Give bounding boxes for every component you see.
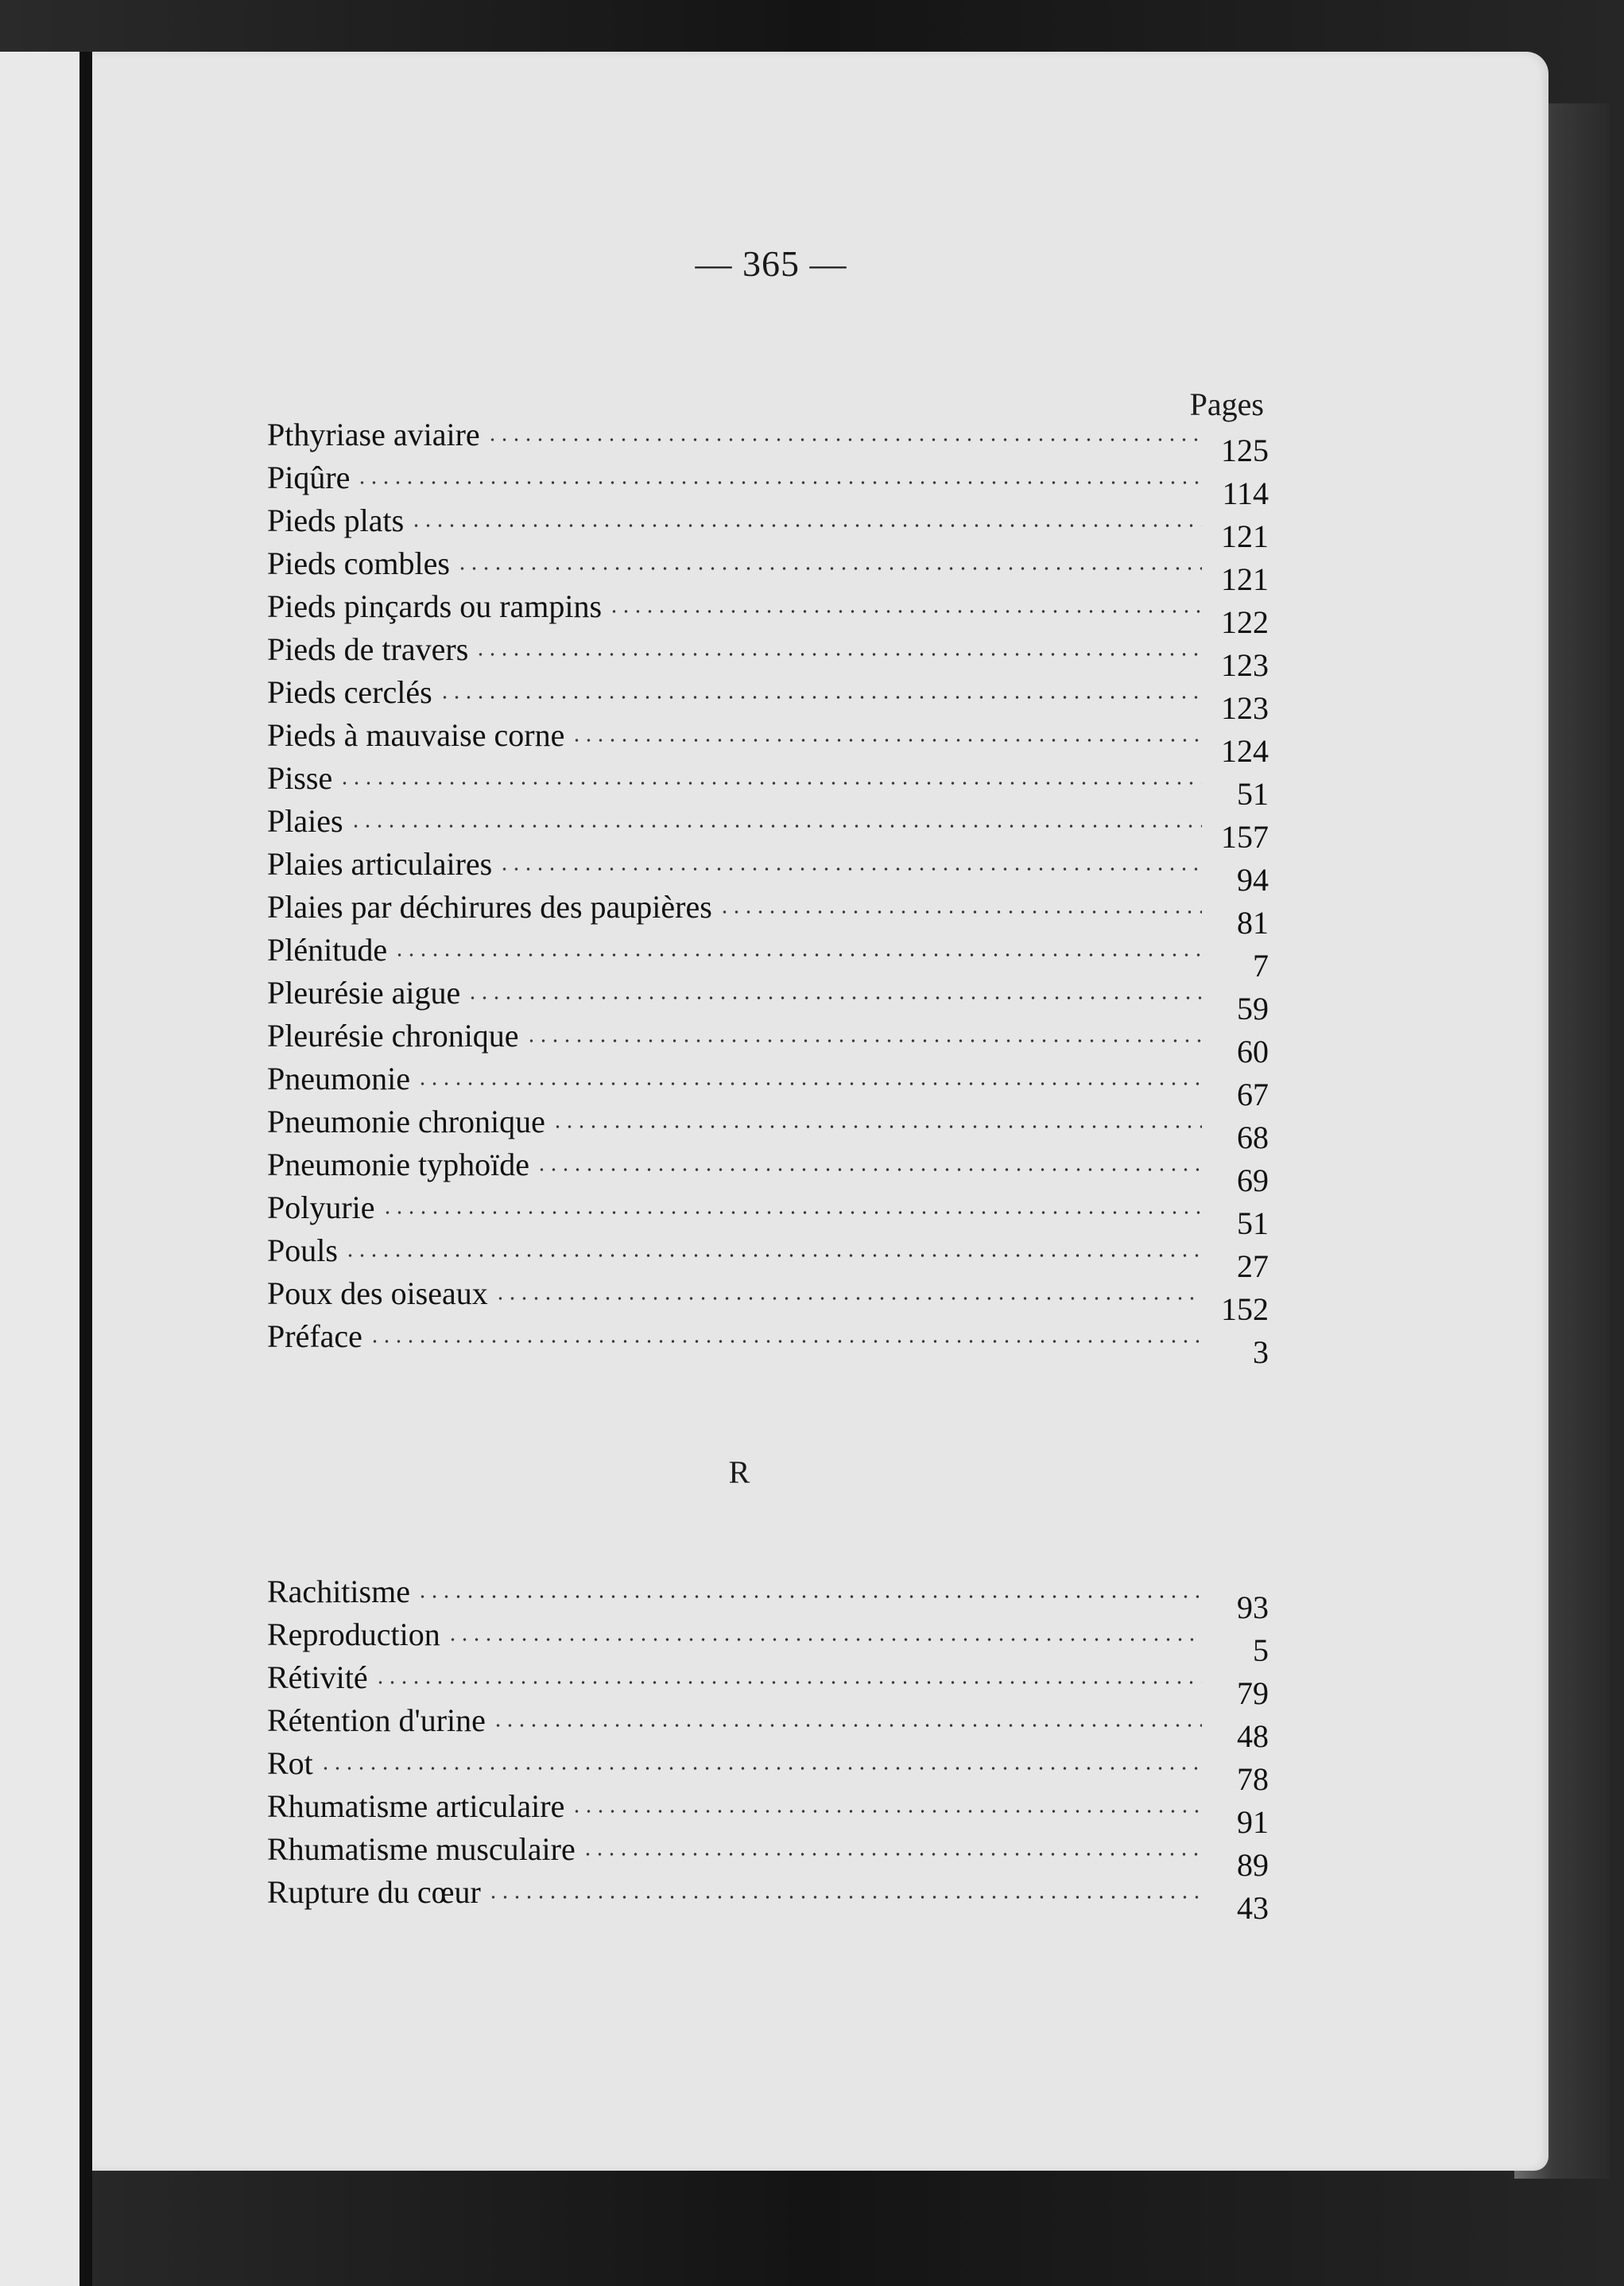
index-entry <box>267 708 1269 769</box>
entry-label: Pouls <box>267 1232 338 1268</box>
entry-label: Poux des oiseaux <box>267 1275 488 1311</box>
index-entry <box>267 537 1269 597</box>
entry-page-number: 93 <box>1237 1589 1269 1625</box>
dot-leader <box>498 867 1202 871</box>
index-entry <box>267 1780 1269 1840</box>
dot-leader <box>719 910 1202 914</box>
entry-page-number: 60 <box>1237 1034 1269 1069</box>
index-entry <box>267 1651 1269 1711</box>
dot-leader <box>475 653 1202 656</box>
pages-column-header: Pages <box>1189 386 1264 422</box>
entry-label: Rétention d'urine <box>267 1702 486 1738</box>
dot-leader <box>536 1168 1202 1171</box>
entry-label: Polyurie <box>267 1190 375 1225</box>
entry-page-number: 89 <box>1237 1847 1269 1883</box>
index-entry <box>267 880 1269 941</box>
index-entry <box>267 794 1269 855</box>
entry-label: Pieds plats <box>267 503 405 538</box>
entry-page-number: 7 <box>1253 948 1269 984</box>
index-entry <box>267 1865 1269 1926</box>
dot-leader <box>582 1853 1202 1856</box>
index-section-p <box>267 408 1269 1370</box>
index-entry <box>267 1608 1269 1668</box>
section-heading-r: R <box>728 1454 750 1490</box>
entry-page-number: 123 <box>1221 647 1269 683</box>
entry-page-number: 121 <box>1221 561 1269 597</box>
dot-leader <box>552 1125 1202 1128</box>
entry-page-number: 152 <box>1221 1291 1269 1327</box>
index-entry <box>267 1224 1269 1284</box>
entry-label: Pisse <box>267 760 333 796</box>
index-entry <box>267 1095 1269 1155</box>
dot-leader <box>417 1595 1202 1598</box>
entry-page-number: 68 <box>1237 1120 1269 1155</box>
entry-page-number: 43 <box>1237 1890 1269 1926</box>
entry-page-number: 79 <box>1237 1675 1269 1711</box>
entry-page-number: 81 <box>1237 905 1269 941</box>
entry-label: Rot <box>267 1745 313 1781</box>
entry-page-number: 27 <box>1237 1248 1269 1284</box>
index-entry <box>267 1267 1269 1327</box>
entry-label: Reproduction <box>267 1617 440 1652</box>
entry-label: Pneumonie typhoïde <box>267 1147 529 1182</box>
index-entry <box>267 1009 1269 1069</box>
entry-page-number: 114 <box>1222 475 1269 511</box>
entry-label: Rhumatisme articulaire <box>267 1788 565 1824</box>
dot-leader <box>608 610 1202 613</box>
entry-label: Piqûre <box>267 460 351 495</box>
entry-page-number: 123 <box>1221 690 1269 726</box>
index-entry <box>267 451 1269 511</box>
dot-leader <box>456 567 1202 570</box>
index-entry <box>267 966 1269 1027</box>
index-entry <box>267 1138 1269 1198</box>
entry-page-number: 124 <box>1221 733 1269 769</box>
dot-leader <box>447 1638 1202 1641</box>
entry-page-number: 91 <box>1237 1804 1269 1840</box>
index-entry <box>267 837 1269 898</box>
index-entry <box>267 408 1269 468</box>
dot-leader <box>492 1724 1202 1727</box>
index-entry <box>267 1737 1269 1797</box>
index-entry <box>267 1565 1269 1625</box>
dot-leader <box>382 1211 1202 1214</box>
dot-leader <box>410 524 1202 527</box>
dot-leader <box>374 1681 1202 1684</box>
index-entry <box>267 666 1269 726</box>
index-entry <box>267 1052 1269 1112</box>
facing-page-edge <box>0 52 79 2286</box>
entry-label: Rachitisme <box>267 1574 410 1609</box>
dot-leader <box>467 996 1202 999</box>
dot-leader <box>486 438 1202 441</box>
entry-page-number: 5 <box>1253 1632 1269 1668</box>
entry-label: Pneumonie chronique <box>267 1104 545 1139</box>
entry-label: Plaies par déchirures des paupières <box>267 889 712 925</box>
index-entry <box>267 623 1269 683</box>
index-entry <box>267 580 1269 640</box>
entry-label: Pieds à mauvaise corne <box>267 717 565 753</box>
index-entry <box>267 1310 1269 1370</box>
dot-leader <box>320 1767 1202 1770</box>
entry-label: Pieds pinçards ou rampins <box>267 588 603 624</box>
dot-leader <box>571 1810 1202 1813</box>
entry-page-number: 69 <box>1237 1162 1269 1198</box>
entry-label: Préface <box>267 1318 362 1354</box>
entry-label: Pleurésie chronique <box>267 1018 519 1054</box>
entry-page-number: 67 <box>1237 1077 1269 1112</box>
dot-leader <box>356 481 1202 484</box>
entry-label: Pneumonie <box>267 1061 410 1096</box>
entry-label: Rétivité <box>267 1659 368 1695</box>
index-entry <box>267 494 1269 554</box>
entry-page-number: 51 <box>1237 776 1269 812</box>
dot-leader <box>525 1039 1202 1042</box>
entry-page-number: 59 <box>1237 991 1269 1027</box>
entry-label: Pieds combles <box>267 545 450 581</box>
dot-leader <box>439 696 1202 699</box>
entry-page-number: 121 <box>1221 518 1269 554</box>
page-number: — 365 — <box>695 243 847 284</box>
entry-page-number: 157 <box>1221 819 1269 855</box>
entry-label: Plaies <box>267 803 343 839</box>
dot-leader <box>571 739 1202 742</box>
index-entry <box>267 1694 1269 1754</box>
dot-leader <box>487 1896 1202 1899</box>
index-entry <box>267 923 1269 984</box>
dot-leader <box>344 1254 1202 1257</box>
index-entry <box>267 751 1269 812</box>
entry-page-number: 125 <box>1221 433 1269 468</box>
entry-label: Plaies articulaires <box>267 846 493 882</box>
dot-leader <box>339 782 1202 785</box>
entry-page-number: 78 <box>1237 1761 1269 1797</box>
entry-label: Pieds de travers <box>267 631 469 667</box>
dot-leader <box>417 1082 1202 1085</box>
entry-label: Rhumatisme musculaire <box>267 1831 576 1867</box>
index-entry <box>267 1822 1269 1883</box>
entry-page-number: 3 <box>1253 1334 1269 1370</box>
entry-label: Rupture du cœur <box>267 1874 481 1910</box>
entry-page-number: 51 <box>1237 1205 1269 1241</box>
entry-page-number: 122 <box>1221 604 1269 640</box>
entry-label: Plénitude <box>267 932 388 968</box>
dot-leader <box>369 1340 1202 1343</box>
entry-page-number: 94 <box>1237 862 1269 898</box>
dot-leader <box>350 825 1202 828</box>
entry-label: Pthyriase aviaire <box>267 417 480 452</box>
entry-label: Pieds cerclés <box>267 674 432 710</box>
dot-leader <box>393 953 1202 957</box>
index-entry <box>267 1181 1269 1241</box>
index-section-r <box>267 1565 1269 1926</box>
entry-page-number: 48 <box>1237 1718 1269 1754</box>
book-gutter <box>79 52 92 2286</box>
entry-label: Pleurésie aigue <box>267 975 461 1011</box>
dot-leader <box>494 1297 1202 1300</box>
